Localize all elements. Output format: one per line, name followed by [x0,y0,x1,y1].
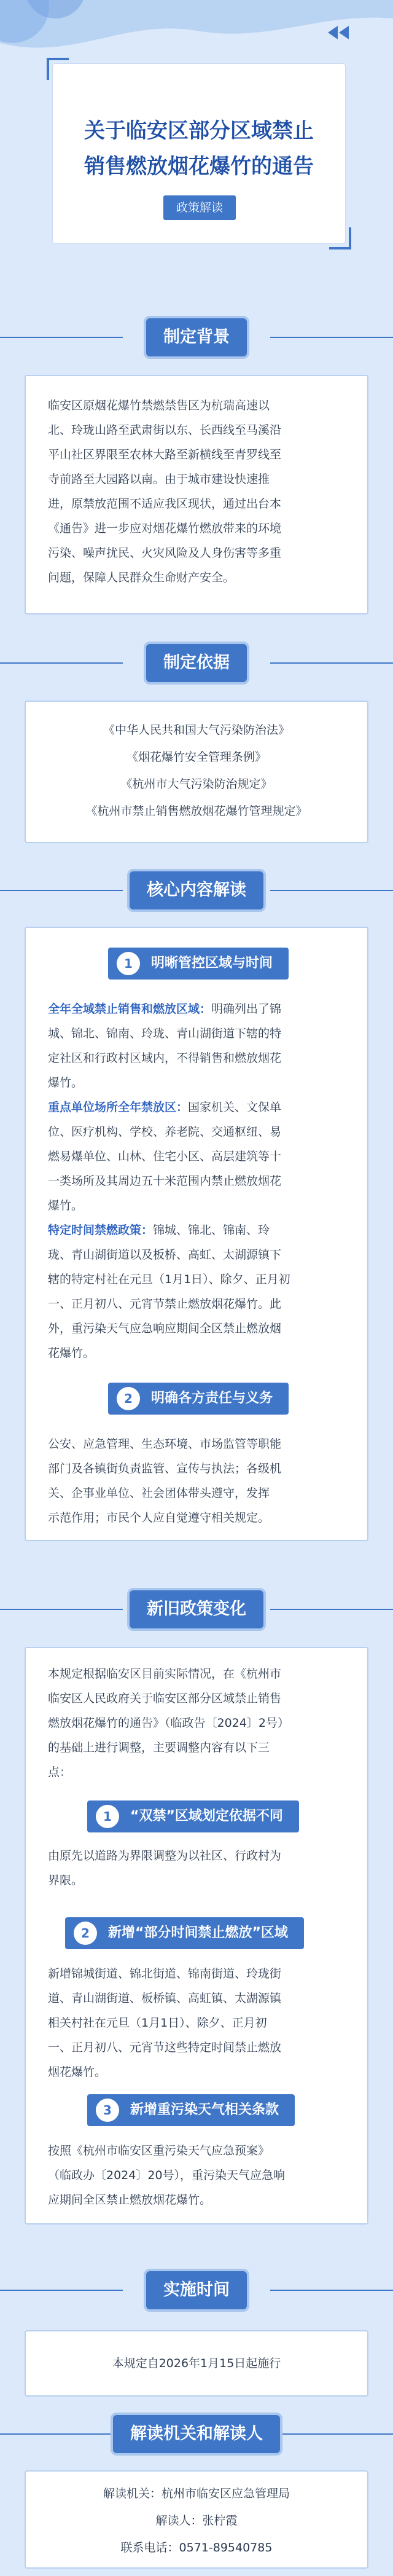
section-header-core [0,869,393,912]
basis-item: 《烟花爆竹安全管理条例》 [126,750,267,764]
text-line: （临政办〔2024〕20号），重污染天气应急响 [48,2169,286,2182]
section-title: 制定背景 [146,318,247,356]
text-line: 花爆竹。 [48,1346,95,1360]
text-line: 重点单位场所全年禁放区：国家机关、文保单 [48,1101,282,1114]
text-line: 烟花爆竹。 [48,2065,107,2079]
text-line: 寺前路至大园路以南。由于城市建设快速推 [48,473,270,486]
section-title: 新旧政策变化 [130,1590,263,1628]
text-line: 一类场所及其周边五十米范围内禁止燃放烟花 [48,1174,282,1188]
basis-item: 《杭州市大气污染防治规定》 [120,777,273,791]
text-line: 道、青山湖街道、板桥镇、高虹镇、太湖源镇 [48,1992,282,2005]
subheading-label: “双禁”区域划定依据不同 [130,1808,283,1824]
number-badge: 3 [96,2099,119,2122]
title-line-1: 关于临安区部分区域禁止 [84,119,314,143]
policy-interpretation-tag: 政策解读 [163,195,236,220]
text-line: 由原先以道路为界限调整为以社区、行政村为 [48,1849,282,1863]
number-badge: 1 [117,952,140,975]
text-line: 临安区原烟花爆竹禁燃禁售区为杭瑞高速以 [48,399,270,412]
contact-info [48,2480,345,2561]
text-line: 燃易爆单位、山林、住宅小区、高层建筑等十 [48,1150,282,1163]
text-line: 外，重污染天气应急响应期间全区禁止燃放烟 [48,1322,282,1335]
section-title: 实施时间 [146,2271,247,2309]
text-line: 示范作用；市民个人应自觉遵守相关规定。 [48,1511,270,1525]
text-line: 爆竹。 [48,1076,84,1090]
title-card [53,64,345,243]
background-text [48,393,345,590]
text-line: 辖的特定村社在元旦（1月1日）、除夕、正月初 [48,1273,290,1286]
contact-org: 解读机关：杭州市临安区应急管理局 [103,2487,290,2500]
section-header-background [0,316,393,359]
text-line: 城、锦北、锦南、玲珑、青山湖街道下辖的特 [48,1027,282,1040]
basis-item: 《中华人民共和国大气污染防治法》 [103,723,290,737]
text-line: 爆竹。 [48,1199,84,1212]
core-box [25,927,368,1541]
text-line: 临安区人民政府关于临安区部分区域禁止销售 [48,1692,282,1705]
section-title: 制定依据 [146,644,247,682]
text-line: 北、玲珑山路至武肃街以东、长西线至马溪沿 [48,423,282,437]
core-region-text [48,997,345,1365]
text-line: 一、正月初八、元宵节禁止燃放烟花爆竹。此 [48,1297,282,1311]
text-line: 一、正月初八、元宵节这些特定时间禁止燃放 [48,2041,282,2054]
changes-text-2 [48,1961,345,2084]
text-line: 位、医疗机构、学校、养老院、交通枢纽、易 [48,1125,282,1139]
text-line: 《通告》进一步应对烟花爆竹燃放带来的环境 [48,522,282,535]
subheading-label: 明晰管控区域与时间 [151,956,273,971]
text-line: 界限。 [48,1874,84,1887]
background-box [25,375,368,615]
text-line: 关、企事业单位、社会团体带头遵守，发挥 [48,1486,270,1500]
text-line: 点： [48,1765,72,1779]
text-line: 定社区和行政村区域内，不得销售和燃放烟花 [48,1051,282,1065]
changes-box [25,1647,368,2225]
text-line: 本规定根据临安区目前实际情况，在《杭州市 [48,1667,282,1681]
text-line: 应期间全区禁止燃放烟花爆竹。 [48,2193,212,2207]
number-badge: 2 [74,1922,97,1945]
text-line: 全年全域禁止销售和燃放区域：明确列出了锦 [48,1002,282,1016]
text-line: 污染、噪声扰民、火灾风险及人身伤害等多重 [48,546,282,560]
section-header-effective [0,2269,393,2312]
subheading-label: 新增重污染天气相关条款 [130,2102,279,2118]
core-subheading-2 [108,1383,289,1415]
contact-person: 解读人：张柠霞 [155,2514,238,2527]
text-line: 公安、应急管理、生态环境、市场监管等职能 [48,1437,282,1451]
number-badge: 1 [96,1805,119,1828]
core-subheading-1 [108,948,289,980]
basis-box [25,701,368,843]
changes-subheading-3 [87,2094,295,2126]
basis-list [48,717,345,825]
text-line: 新增锦城街道、锦北街道、锦南街道、玲珑街 [48,1967,282,1981]
changes-subheading-2 [65,1917,304,1949]
text-line: 部门及各镇街负责监管、宣传与执法；各级机 [48,1462,282,1475]
core-responsibility-text [48,1432,345,1530]
text-line: 燃放烟花爆竹的通告》（临政告〔2024〕2号） [48,1716,289,1730]
contact-box [25,2470,368,2569]
changes-subheading-1 [87,1800,299,1832]
effective-date-text: 本规定自2026年1月15日起施行 [112,2357,281,2370]
subheading-label: 新增“部分时间禁止燃放”区域 [108,1925,288,1941]
text-line: 珑、青山湖街道以及板桥、高虹、太湖源镇下 [48,1248,282,1262]
text-line: 进，原禁放范围不适应我区现状，通过出台本 [48,497,282,511]
double-arrow-icon [325,25,351,41]
section-header-contact [0,2413,393,2456]
effective-box [25,2330,368,2397]
section-title: 解读机关和解读人 [113,2415,280,2453]
changes-text-3 [48,2138,345,2212]
text-line: 按照《杭州市临安区重污染天气应急预案》 [48,2144,270,2158]
text-line: 问题，保障人民群众生命财产安全。 [48,571,235,584]
section-header-changes [0,1588,393,1631]
section-title: 核心内容解读 [130,871,263,909]
number-badge: 2 [117,1387,140,1410]
changes-intro [48,1662,345,1785]
contact-phone: 联系电话：0571-89540785 [120,2541,273,2554]
corner-decoration [329,227,351,249]
text-line: 特定时间禁燃政策：锦城、锦北、锦南、玲 [48,1223,270,1237]
subheading-label: 明确各方责任与义务 [151,1391,273,1406]
corner-decoration [47,58,69,80]
title-line-2: 销售燃放烟花爆竹的通告 [84,154,314,179]
changes-text-1 [48,1844,345,1893]
text-line: 平山社区界限至农林大路至新横线至青罗线至 [48,448,282,461]
section-header-basis [0,642,393,685]
page-title [71,113,327,184]
basis-item: 《杭州市禁止销售燃放烟花爆竹管理规定》 [85,804,308,818]
text-line: 的基础上进行调整，主要调整内容有以下三 [48,1741,270,1754]
text-line: 相关村社在元旦（1月1日）、除夕、正月初 [48,2016,267,2030]
